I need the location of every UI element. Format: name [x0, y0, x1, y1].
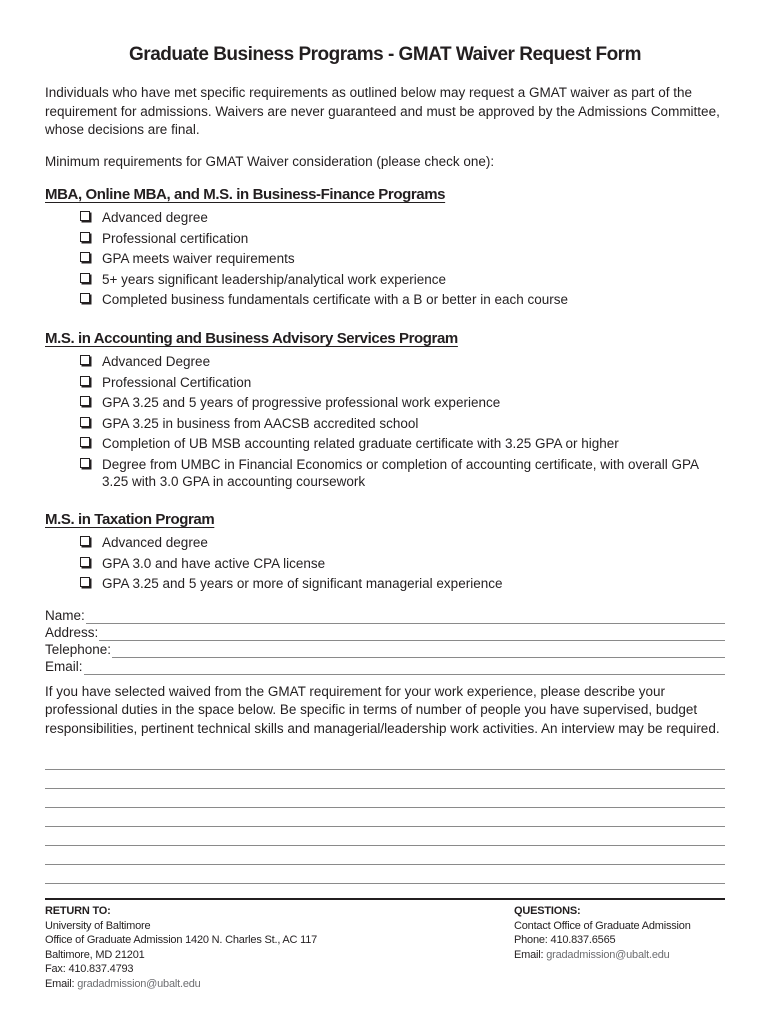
footer-divider: [45, 898, 725, 900]
option-label: Advanced Degree: [102, 354, 211, 369]
option-label: Professional certification: [102, 230, 249, 246]
return-to-label: RETURN TO:: [45, 905, 111, 917]
option-item[interactable]: [80, 534, 720, 551]
option-label: GPA 3.0 and have active CPA license: [102, 555, 326, 571]
return-to-line1: University of Baltimore: [45, 919, 151, 932]
email-field[interactable]: [45, 658, 725, 675]
questions-email-row: [514, 948, 691, 963]
checkbox[interactable]: [80, 293, 90, 303]
return-to-email-link[interactable]: gradadmission@ubalt.edu: [77, 977, 201, 990]
questions-email-label: Email:: [514, 948, 547, 961]
writing-line[interactable]: [45, 864, 725, 865]
writing-line[interactable]: [45, 769, 725, 770]
option-item[interactable]: [80, 374, 720, 391]
option-item[interactable]: [80, 435, 720, 452]
option-item[interactable]: [80, 415, 720, 432]
option-item[interactable]: [80, 394, 720, 411]
option-label: Completed business fundamentals certificate with a B or better in each course: [102, 292, 568, 308]
option-label: GPA 3.25 in business from AACSB accredited school: [102, 415, 419, 431]
options-list-mba: [80, 209, 720, 312]
section-heading-mba: MBA, Online MBA, and M.S. in Business-Finance Programs: [45, 186, 446, 203]
min-requirements-text: Minimum requirements for GMAT Waiver consideration (please check one):: [45, 154, 495, 169]
checkbox[interactable]: [80, 273, 90, 283]
options-list-taxation: [80, 534, 720, 596]
options-list-accounting: [80, 353, 720, 494]
checkbox[interactable]: [80, 536, 90, 546]
return-to-fax: Fax: 410.837.4793: [45, 963, 134, 975]
option-label: Degree from UMBC in Financial Economics or completion of accounting certificate, with overall GPA 3.25 with 3.0 GPA in accounting coursework: [102, 456, 699, 489]
email-label: Email:: [45, 659, 83, 674]
writing-line[interactable]: [45, 845, 725, 846]
checkbox[interactable]: [80, 557, 90, 567]
option-item[interactable]: [80, 250, 720, 267]
option-item[interactable]: [80, 555, 720, 572]
return-to-line3: Baltimore, MD 21201: [45, 948, 145, 961]
name-label: Name:: [45, 608, 85, 623]
option-label: Advanced degree: [102, 535, 208, 550]
checkbox[interactable]: [80, 437, 90, 447]
checkbox[interactable]: [80, 355, 90, 365]
writing-line[interactable]: [45, 883, 725, 884]
option-label: GPA 3.25 and 5 years of progressive professional work experience: [102, 395, 501, 411]
describe-instructions: If you have selected waived from the GMAT requirement for your work experience, please describe your professional duties in the space below. Be specific in terms of number of people you have supervised, budget responsibilities, pertinent technical skills and managerial/leadership work activities. An interview may be required.: [45, 684, 720, 736]
intro-paragraph: Individuals who have met specific requirements as outlined below may request a GMAT waiver as part of the requirement for admissions. Waivers are never guaranteed and must be approved by the Admissions Committee, whose decisions are final.: [45, 85, 720, 137]
checkbox[interactable]: [80, 458, 90, 468]
option-item[interactable]: [80, 353, 720, 370]
option-item[interactable]: [80, 291, 720, 308]
option-label: Completion of UB MSB accounting related graduate certificate with 3.25 GPA or higher: [102, 436, 619, 452]
checkbox[interactable]: [80, 211, 90, 221]
writing-line[interactable]: [45, 807, 725, 808]
checkbox[interactable]: [80, 252, 90, 262]
option-item[interactable]: [80, 209, 720, 226]
name-field[interactable]: [45, 607, 725, 624]
questions-line1: Contact Office of Graduate Admission: [514, 919, 691, 932]
checkbox[interactable]: [80, 417, 90, 427]
checkbox[interactable]: [80, 232, 90, 242]
option-label: 5+ years significant leadership/analytical work experience: [102, 271, 447, 287]
return-to-email-row: [45, 977, 317, 992]
section-heading-accounting: M.S. in Accounting and Business Advisory Services Program: [45, 330, 458, 347]
option-item[interactable]: [80, 456, 720, 490]
checkbox[interactable]: [80, 396, 90, 406]
questions-email-link[interactable]: gradadmission@ubalt.edu: [546, 948, 670, 961]
option-label: Professional Certification: [102, 374, 252, 390]
option-item[interactable]: [80, 230, 720, 247]
option-label: Advanced degree: [102, 210, 208, 225]
section-heading-taxation: M.S. in Taxation Program: [45, 511, 215, 528]
writing-line[interactable]: [45, 788, 725, 789]
return-to-email-label: Email:: [45, 977, 78, 990]
option-item[interactable]: [80, 575, 720, 592]
questions-phone: Phone: 410.837.6565: [514, 934, 616, 946]
writing-line[interactable]: [45, 826, 725, 827]
address-label: Address:: [45, 625, 99, 640]
telephone-input-line[interactable]: [112, 643, 725, 658]
return-to-line2: Office of Graduate Admission 1420 N. Charles St., AC 117: [45, 934, 318, 946]
telephone-field[interactable]: [45, 641, 725, 658]
questions-label: QUESTIONS:: [514, 905, 581, 917]
address-input-line[interactable]: [99, 626, 725, 641]
page-title: Graduate Business Programs - GMAT Waiver Request Form: [129, 44, 641, 65]
checkbox[interactable]: [80, 376, 90, 386]
return-to-block: [45, 904, 317, 991]
checkbox[interactable]: [80, 577, 90, 587]
email-input-line[interactable]: [84, 660, 725, 675]
option-label: GPA meets waiver requirements: [102, 251, 295, 267]
name-input-line[interactable]: [86, 609, 725, 624]
telephone-label: Telephone:: [45, 642, 112, 657]
address-field[interactable]: [45, 624, 725, 641]
option-label: GPA 3.25 and 5 years or more of significant managerial experience: [102, 576, 503, 592]
questions-block: [514, 904, 691, 962]
option-item[interactable]: [80, 271, 720, 288]
